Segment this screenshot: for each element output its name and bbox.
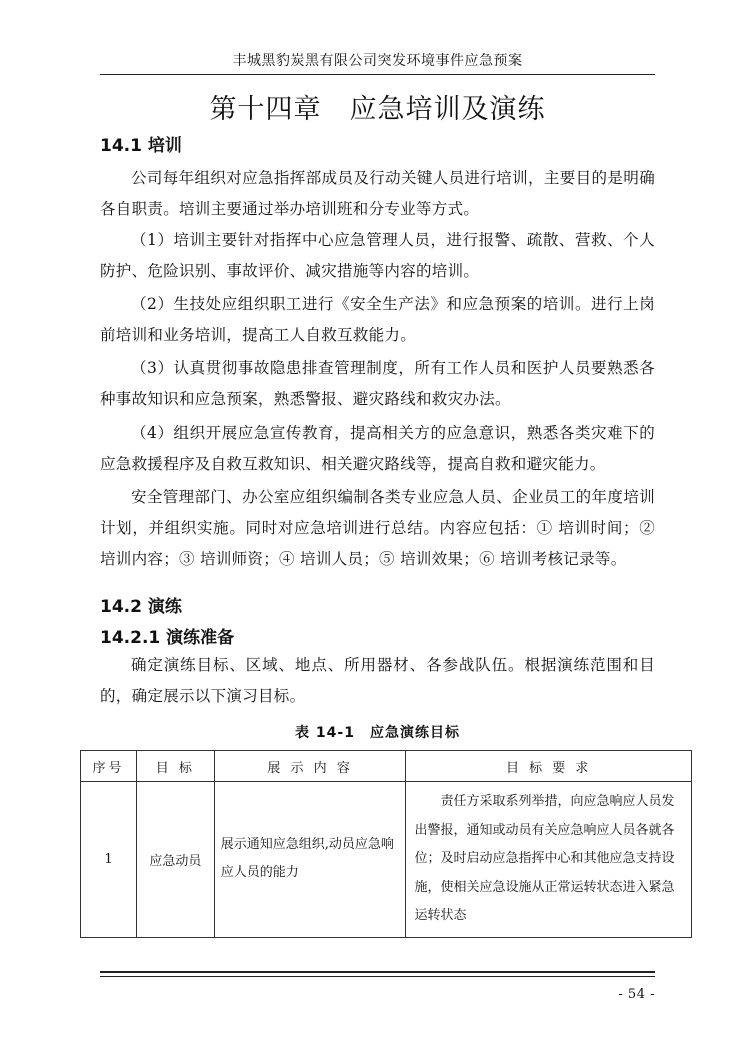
column-header-content: 展 示 内 容	[214, 751, 406, 782]
cell-content: 展示通知应急组织,动员应急响应人员的能力	[214, 782, 406, 938]
chapter-title: 第十四章 应急培训及演练	[209, 94, 546, 125]
section-heading-14-1: 14.1 培训	[100, 136, 182, 156]
cell-requirement: 责任方采取系列举措，向应急响应人员发出警报，通知或动员有关应急响应人员各就各位；及时启动应急指挥中心和其他应急支持设施，使相关应急设施从正常运转状态进入紧急运转状态	[406, 782, 692, 938]
column-header-goal: 目 标	[136, 751, 214, 782]
paragraph: （1）培训主要针对指挥中心应急管理人员，进行报警、疏散、营救、个人防护、危险识别、事故评价、减灾措施等内容的培训。	[100, 231, 655, 280]
paragraph: 安全管理部门、办公室应组织编制各类专业应急人员、企业员工的年度培训计划，并组织实施。同时对应急培训进行总结。内容应包括：① 培训时间；② 培训内容；③ 培训师资；④ 培训人员；⑤ 培训效果；⑥ 培训考核记录等。	[100, 488, 655, 568]
column-header-no: 序号	[81, 751, 137, 782]
table-header-row	[81, 751, 692, 782]
column-header-requirement: 目 标 要 求	[406, 751, 692, 782]
section-heading-14-2-1: 14.2.1 演练准备	[100, 628, 235, 648]
cell-no: 1	[81, 782, 137, 938]
drill-goals-table	[80, 750, 692, 938]
cell-goal: 应急动员	[136, 782, 214, 938]
paragraph: 公司每年组织对应急指挥部成员及行动关键人员进行培训，主要目的是明确各自职责。培训主要通过举办培训班和分专业等方式。	[100, 169, 655, 218]
paragraph: （3）认真贯彻事故隐患排查管理制度，所有工作人员和医护人员要熟悉各种事故知识和应急预案，熟悉警报、避灾路线和救灾办法。	[100, 359, 655, 408]
paragraph: （4）组织开展应急宣传教育，提高相关方的应急意识，熟悉各类灾难下的应急救援程序及自救互救知识、相关避灾路线等，提高自救和避灾能力。	[100, 424, 655, 473]
page-number: - 54 -	[618, 987, 655, 1002]
table-row	[81, 782, 692, 938]
running-header: 丰城黑豹炭黑有限公司突发环境事件应急预案	[232, 53, 523, 69]
footer-rule	[100, 976, 655, 977]
table-caption: 表 14-1 应急演练目标	[295, 725, 460, 741]
footer-rule	[100, 971, 655, 973]
header-rule	[100, 74, 655, 75]
paragraph: （2）生技处应组织职工进行《安全生产法》和应急预案的培训。进行上岗前培训和业务培训，提高工人自救互救能力。	[100, 295, 655, 344]
section-heading-14-2: 14.2 演练	[100, 597, 182, 617]
paragraph: 确定演练目标、区域、地点、所用器材、各参战队伍。根据演练范围和目的，确定展示以下演习目标。	[100, 656, 655, 705]
